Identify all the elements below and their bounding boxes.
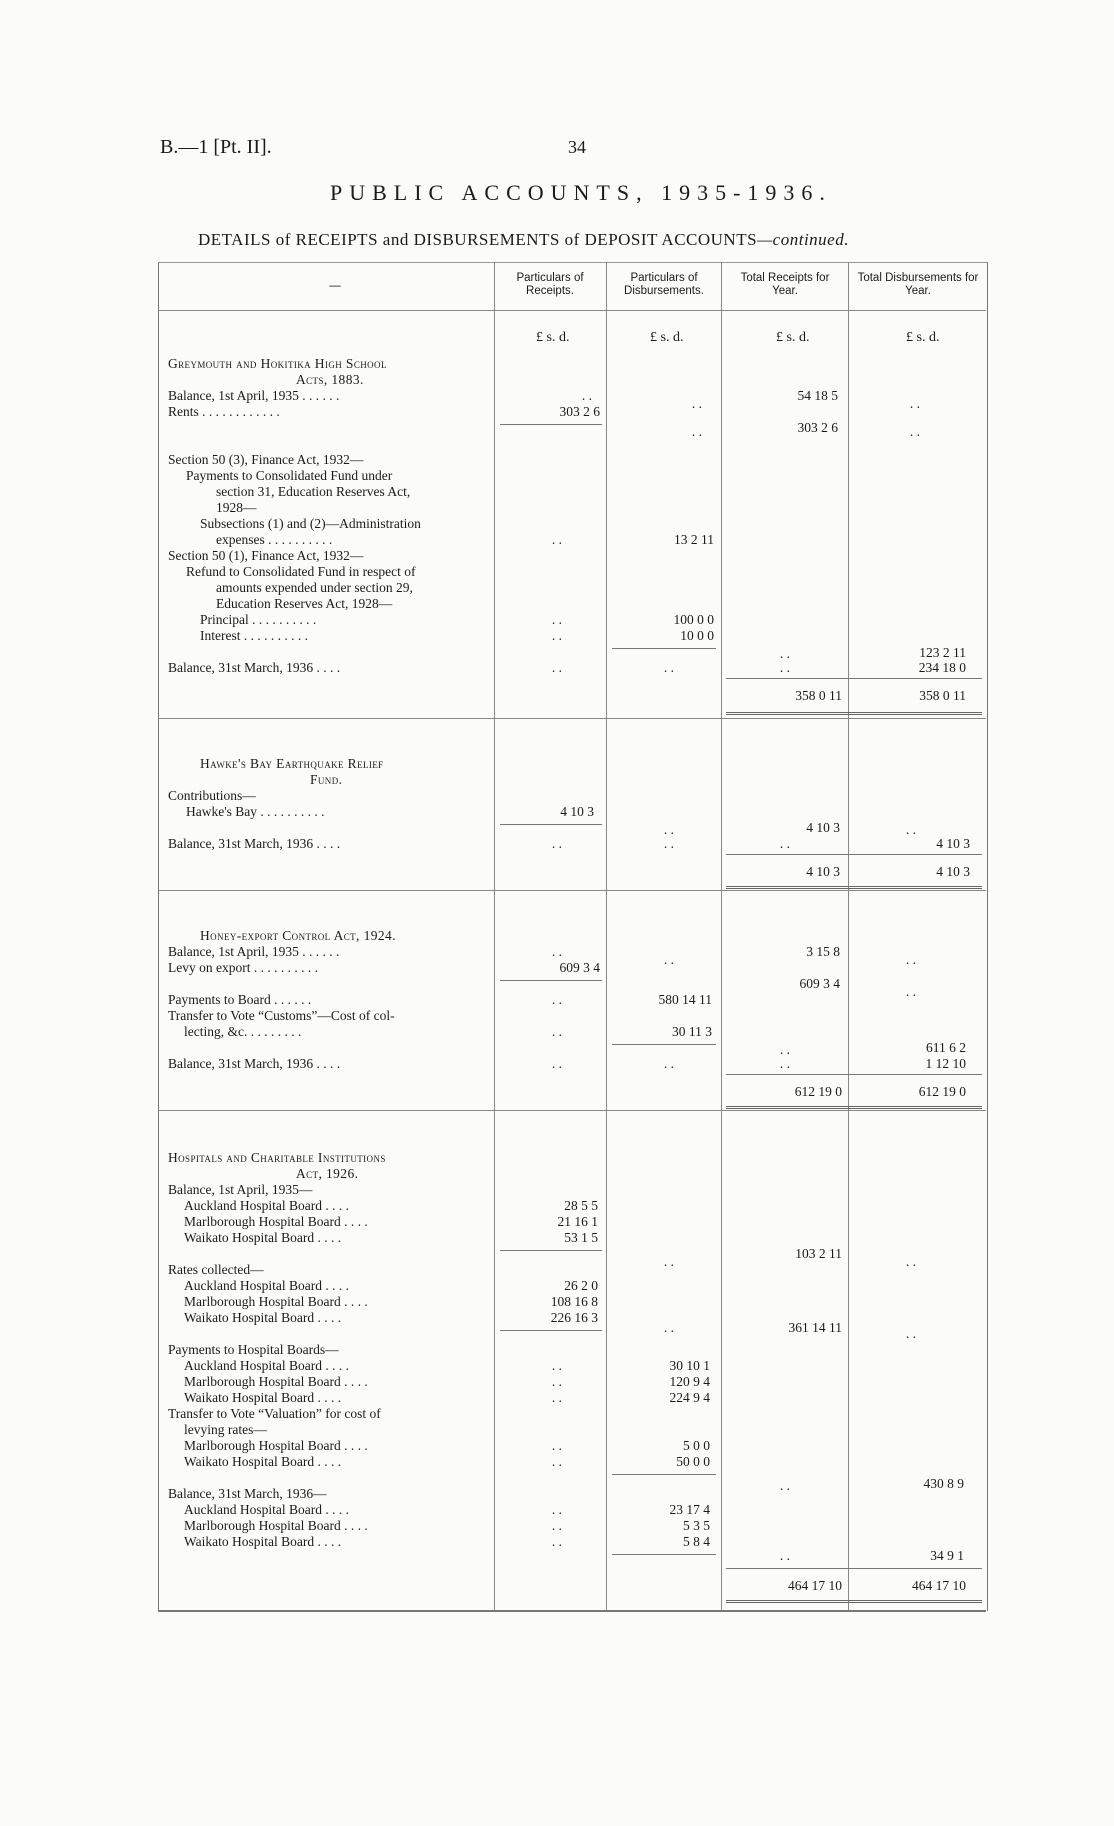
subtotal-rule <box>726 678 982 679</box>
row-label: amounts expended under section 29, <box>216 580 413 595</box>
row-label: Education Reserves Act, 1928— <box>216 596 393 611</box>
value-cell: 4 10 3 <box>936 836 970 851</box>
row-label: Marlborough Hospital Board . . . . <box>184 1374 368 1389</box>
row-label: Section 50 (1), Finance Act, 1932— <box>168 548 364 563</box>
page-subtitle <box>198 230 849 250</box>
column-divider <box>606 262 607 1610</box>
section-divider <box>158 718 986 719</box>
value-cell: 5 8 4 <box>683 1534 710 1549</box>
row-label: section 31, Education Reserves Act, <box>216 484 411 499</box>
row-label: Subsections (1) and (2)—Administration <box>200 516 421 531</box>
total-cell: 4 10 3 <box>936 864 970 879</box>
value-cell: . . <box>551 532 562 547</box>
section-title: Hospitals and Charitable Institutions <box>168 1150 386 1165</box>
value-cell: 54 18 5 <box>797 388 838 403</box>
lsd-heading: £ s. d. <box>776 330 810 345</box>
row-label: Marlborough Hospital Board . . . . <box>184 1214 368 1229</box>
section-title: Hawke's Bay Earthquake Relief <box>200 756 384 771</box>
value-cell: . . <box>691 424 702 439</box>
value-cell: 224 9 4 <box>669 1390 710 1405</box>
total-cell: 612 19 0 <box>794 1084 842 1099</box>
value-cell: . . <box>551 1024 562 1039</box>
column-divider <box>848 262 849 1610</box>
row-label: Balance, 31st March, 1936— <box>168 1486 327 1501</box>
value-cell: . . <box>551 1518 562 1533</box>
value-cell: 303 2 6 <box>797 420 838 435</box>
value-cell: . . <box>691 396 702 411</box>
value-cell: 580 14 11 <box>658 992 712 1007</box>
row-label: Waikato Hospital Board . . . . <box>184 1454 342 1469</box>
section-title: Honey-export Control Act, 1924. <box>200 928 396 943</box>
subtotal-rule <box>726 1568 982 1569</box>
row-label: expenses . . . . . . . . . . <box>216 532 333 547</box>
value-cell: 100 0 0 <box>673 612 714 627</box>
value-cell: . . <box>663 1254 674 1269</box>
row-label: Balance, 1st April, 1935 . . . . . . <box>168 388 340 403</box>
value-cell: . . <box>909 424 920 439</box>
value-cell: . . <box>551 1390 562 1405</box>
value-cell: . . <box>551 1454 562 1469</box>
row-label: Auckland Hospital Board . . . . <box>184 1502 349 1517</box>
lsd-heading: £ s. d. <box>650 330 684 345</box>
row-label: lecting, &c. . . . . . . . . <box>184 1024 302 1039</box>
total-cell: 358 0 11 <box>795 688 842 703</box>
total-disbursements-column-header: Total Disbursements for Year. <box>857 272 979 297</box>
value-cell: . . <box>551 992 562 1007</box>
disbursements-column-header: Particulars of Disbursements. <box>624 272 704 297</box>
row-label: Section 50 (3), Finance Act, 1932— <box>168 452 364 467</box>
value-cell: 5 3 5 <box>683 1518 710 1533</box>
value-cell: . . <box>663 660 674 675</box>
value-cell: 4 10 3 <box>560 804 594 819</box>
value-cell: . . <box>551 612 562 627</box>
value-cell: 53 1 5 <box>564 1230 598 1245</box>
row-label: Marlborough Hospital Board . . . . <box>184 1518 368 1533</box>
subtotal-rule <box>726 854 982 855</box>
value-cell: . . <box>551 1438 562 1453</box>
value-cell: . . <box>551 660 562 675</box>
total-rule <box>726 886 982 889</box>
value-cell: . . <box>909 396 920 411</box>
value-cell: 26 2 0 <box>564 1278 598 1293</box>
value-cell: . . <box>551 1056 562 1071</box>
page-title: PUBLIC ACCOUNTS, 1935-1936. <box>330 180 832 205</box>
value-cell: 303 2 6 <box>559 404 600 419</box>
value-cell: 23 17 4 <box>669 1502 710 1517</box>
section-divider <box>158 1110 986 1111</box>
value-cell: . . <box>779 1042 790 1057</box>
value-cell: . . <box>581 388 592 403</box>
subtitle-continued: —continued. <box>757 230 849 249</box>
total-receipts-column-header: Total Receipts for Year. <box>740 272 830 297</box>
table-bottom-rule <box>158 1610 986 1612</box>
value-cell: . . <box>663 836 674 851</box>
total-cell: 464 17 10 <box>912 1578 966 1593</box>
value-cell: . . <box>779 660 790 675</box>
row-label: Auckland Hospital Board . . . . <box>184 1278 349 1293</box>
total-cell: 4 10 3 <box>806 864 840 879</box>
value-cell: . . <box>779 1478 790 1493</box>
subtotal-rule <box>500 424 602 425</box>
value-cell: 28 5 5 <box>564 1198 598 1213</box>
row-label: Waikato Hospital Board . . . . <box>184 1310 342 1325</box>
row-label: Interest . . . . . . . . . . <box>200 628 308 643</box>
value-cell: . . <box>663 1320 674 1335</box>
value-cell: 609 3 4 <box>559 960 600 975</box>
row-label: Hawke's Bay . . . . . . . . . . <box>186 804 325 819</box>
row-label: Balance, 1st April, 1935— <box>168 1182 313 1197</box>
row-label: Refund to Consolidated Fund in respect of <box>186 564 416 579</box>
row-label: Marlborough Hospital Board . . . . <box>184 1438 368 1453</box>
row-label: Principal . . . . . . . . . . <box>200 612 317 627</box>
value-cell: 430 8 9 <box>923 1476 964 1491</box>
total-cell: 358 0 11 <box>919 688 966 703</box>
row-label: Balance, 31st March, 1936 . . . . <box>168 660 341 675</box>
page-number: 34 <box>568 137 586 157</box>
header-rule <box>158 310 986 311</box>
section-title: Greymouth and Hokitika High School <box>168 356 387 371</box>
value-cell: 611 6 2 <box>926 1040 966 1055</box>
value-cell: 50 0 0 <box>676 1454 710 1469</box>
subtitle-main: DETAILS of RECEIPTS and DISBURSEMENTS of DEPOSIT ACCOUNTS <box>198 230 758 249</box>
row-label: Waikato Hospital Board . . . . <box>184 1390 342 1405</box>
section-divider <box>158 890 986 891</box>
subtotal-rule <box>612 1474 716 1475</box>
value-cell: 234 18 0 <box>918 660 966 675</box>
value-cell: . . <box>905 984 916 999</box>
value-cell: 108 16 8 <box>550 1294 598 1309</box>
lsd-heading: £ s. d. <box>536 330 570 345</box>
report-reference: B.—1 [Pt. II]. <box>160 136 272 158</box>
row-label: Balance, 31st March, 1936 . . . . <box>168 836 341 851</box>
row-label: Rents . . . . . . . . . . . . <box>168 404 280 419</box>
value-cell: . . <box>905 1254 916 1269</box>
subtotal-rule <box>500 980 602 981</box>
value-cell: 120 9 4 <box>669 1374 710 1389</box>
value-cell: . . <box>663 1056 674 1071</box>
value-cell: . . <box>905 952 916 967</box>
row-label: Auckland Hospital Board . . . . <box>184 1358 349 1373</box>
value-cell: . . <box>551 1374 562 1389</box>
total-cell: 464 17 10 <box>788 1578 842 1593</box>
value-cell: 609 3 4 <box>799 976 840 991</box>
total-rule <box>726 1600 982 1603</box>
blank-column-header: — <box>329 280 341 292</box>
column-divider <box>721 262 722 1610</box>
row-label: Transfer to Vote “Customs”—Cost of col- <box>168 1008 395 1023</box>
row-label: Waikato Hospital Board . . . . <box>184 1534 342 1549</box>
value-cell: . . <box>551 836 562 851</box>
value-cell: 5 0 0 <box>683 1438 710 1453</box>
row-label: 1928— <box>216 500 257 515</box>
value-cell: . . <box>551 628 562 643</box>
value-cell: 10 0 0 <box>680 628 714 643</box>
value-cell: . . <box>905 1326 916 1341</box>
section-title: Act, 1926. <box>296 1166 359 1181</box>
value-cell: 361 14 11 <box>788 1320 842 1335</box>
value-cell: 30 11 3 <box>672 1024 712 1039</box>
lsd-heading: £ s. d. <box>906 330 940 345</box>
value-cell: 21 16 1 <box>557 1214 598 1229</box>
total-rule <box>726 712 982 715</box>
value-cell: . . <box>779 836 790 851</box>
row-label: Marlborough Hospital Board . . . . <box>184 1294 368 1309</box>
row-label: Payments to Consolidated Fund under <box>186 468 393 483</box>
subtotal-rule <box>500 1250 602 1251</box>
row-label: Auckland Hospital Board . . . . <box>184 1198 349 1213</box>
column-divider <box>494 262 495 1610</box>
value-cell: 1 12 10 <box>925 1056 966 1071</box>
value-cell: 34 9 1 <box>930 1548 964 1563</box>
value-cell: . . <box>779 1056 790 1071</box>
row-label: Rates collected— <box>168 1262 264 1277</box>
value-cell: 13 2 11 <box>674 532 714 547</box>
value-cell: . . <box>551 944 562 959</box>
value-cell: 123 2 11 <box>919 645 966 660</box>
section-title: Fund. <box>310 772 343 787</box>
row-label: Transfer to Vote “Valuation” for cost of <box>168 1406 381 1421</box>
value-cell: 30 10 1 <box>669 1358 710 1373</box>
value-cell: 4 10 3 <box>806 820 840 835</box>
value-cell: . . <box>779 1548 790 1563</box>
row-label: Waikato Hospital Board . . . . <box>184 1230 342 1245</box>
subtotal-rule <box>726 1074 982 1075</box>
total-rule <box>726 1106 982 1109</box>
value-cell: 226 16 3 <box>550 1310 598 1325</box>
row-label: Contributions— <box>168 788 256 803</box>
value-cell: . . <box>779 646 790 661</box>
value-cell: . . <box>551 1358 562 1373</box>
row-label: Balance, 31st March, 1936 . . . . <box>168 1056 341 1071</box>
total-cell: 612 19 0 <box>918 1084 966 1099</box>
row-label: Levy on export . . . . . . . . . . <box>168 960 318 975</box>
value-cell: . . <box>905 822 916 837</box>
value-cell: . . <box>551 1502 562 1517</box>
receipts-column-header: Particulars of Receipts. <box>516 272 584 297</box>
section-title: Acts, 1883. <box>296 372 364 387</box>
value-cell: 103 2 11 <box>795 1246 842 1261</box>
row-label: levying rates— <box>184 1422 267 1437</box>
value-cell: . . <box>663 822 674 837</box>
row-label: Payments to Board . . . . . . <box>168 992 312 1007</box>
row-label: Balance, 1st April, 1935 . . . . . . <box>168 944 340 959</box>
row-label: Payments to Hospital Boards— <box>168 1342 339 1357</box>
value-cell: . . <box>551 1534 562 1549</box>
value-cell: 3 15 8 <box>806 944 840 959</box>
value-cell: . . <box>663 952 674 967</box>
